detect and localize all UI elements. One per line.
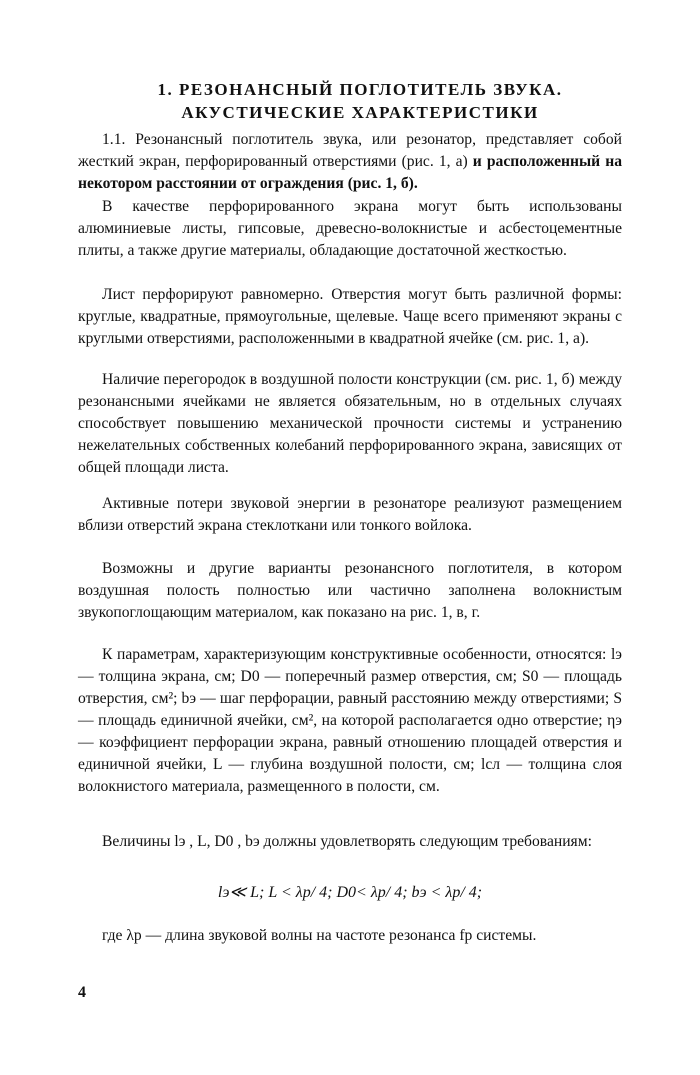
paragraph-1-1-text: 1.1. Резонансный поглотитель звука, или резонатор, представляет собой жесткий экран, перфорированный отверстиями (рис. 1, а) — [78, 131, 622, 170]
paragraph-screen-materials: В качестве перфорированного экрана могут быть использованы алюминиевые листы, гипсовые, древесно-волокнистые и асбестоцементные плиты, а также другие материалы, обладающие достаточной жесткостью. — [78, 198, 622, 259]
section-title — [110, 78, 610, 124]
section-title-line-2: АКУСТИЧЕСКИЕ ХАРАКТЕРИСТИКИ — [181, 103, 539, 122]
paragraph-wavelength-definition: где λр — длина звуковой волны на частоте резонанса fр системы. — [102, 927, 537, 944]
paragraph-variants: Возможны и другие варианты резонансного поглотителя, в котором воздушная полость полностью или частично заполнена волокнистым звукопоглощающим материалом, как показано на рис. 1, в, г. — [78, 560, 622, 621]
page-number: 4 — [78, 984, 86, 1001]
section-title-line-1: 1. РЕЗОНАНСНЫЙ ПОГЛОТИТЕЛЬ ЗВУКА. — [157, 80, 563, 99]
requirements-formula: lэ≪ L; L < λр/ 4; D0< λр/ 4; bэ < λр/ 4; — [217, 884, 483, 901]
paragraph-active-losses: Активные потери звуковой энергии в резонаторе реализуют размещением вблизи отверстий экрана стеклоткани или тонкого войлока. — [78, 495, 622, 534]
paragraph-parameters: К параметрам, характеризующим конструктивные особенности, относятся: lэ — толщина экрана, см; D0 — поперечный размер отверстия, см; S0 — площадь отверстия, см²; bэ — шаг перфорации, равный расстоянию между отверстиями; S — площадь единичной ячейки, см², на которой располагается одно отверстие; ηэ — коэффициент перфорации экрана, равный отношению площадей отверстия и единичной ячейки, L — глубина воздушной полости, см; lсл — толщина слоя волокнистого материала, размещенного в полости, см. — [78, 646, 622, 795]
paragraph-perforation-shape: Лист перфорируют равномерно. Отверстия могут быть различной формы: круглые, квадратные, прямоугольные, щелевые. Чаще всего применяют экраны с круглыми отверстиями, расположенными в квадратной ячейке (см. рис. 1, а). — [78, 286, 622, 347]
paragraph-1-1 — [78, 129, 622, 195]
paragraph-partitions: Наличие перегородок в воздушной полости конструкции (см. рис. 1, б) между резонансными ячейками не является обязательным, но в отдельных случаях способствует повышению механической прочности системы и устранению нежелательных собственных колебаний перфорированного экрана, зависящих от общей площади листа. — [78, 371, 622, 476]
paragraph-1-1-bold-text: и расположенный на некотором расстоянии от ограждения (рис. 1, б). — [78, 153, 622, 192]
paragraph-requirements: Величины lэ , L, D0 , bэ должны удовлетворять следующим требованиям: — [102, 833, 592, 850]
